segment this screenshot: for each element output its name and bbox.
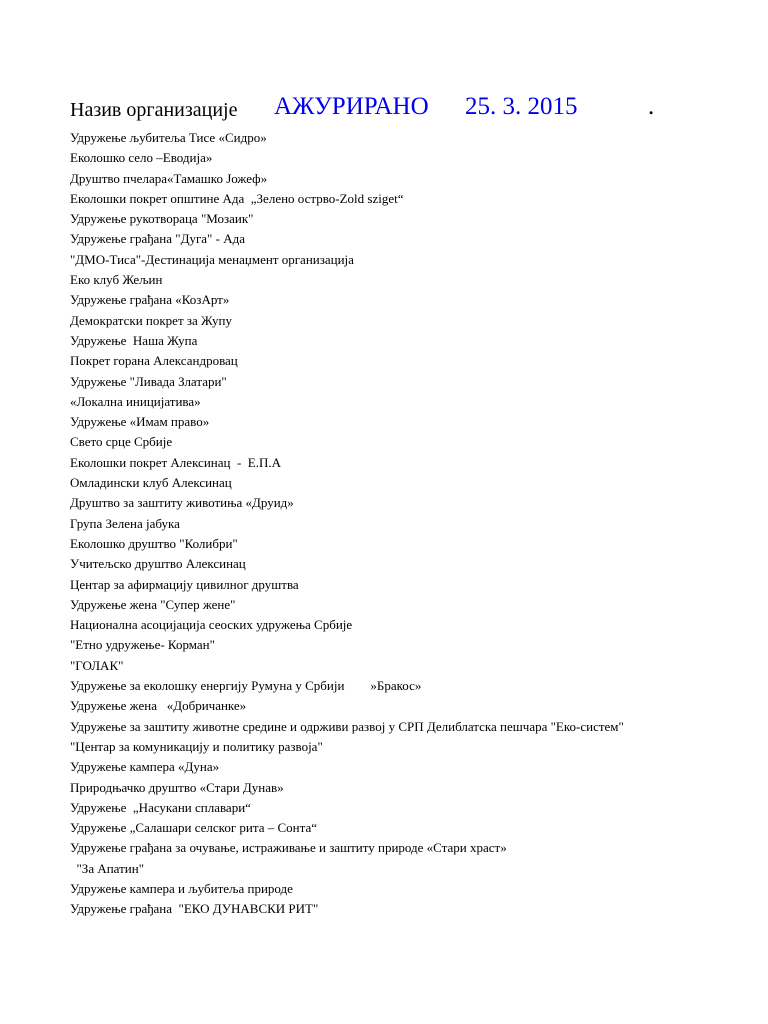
- list-item: Друштво пчелара«Тамашко Јожеф»: [70, 170, 268, 186]
- updated-date: 25. 3. 2015: [465, 93, 578, 120]
- list-item: Удружење жена «Добричанке»: [70, 698, 247, 714]
- organization-list: [70, 128, 760, 920]
- list-item: Удружење кампера «Дуна»: [70, 759, 220, 775]
- list-item: Удружење „Насукани сплавари“: [70, 799, 251, 815]
- list-item: Удружење за заштиту животне средине и одрживи развој у СРП Делиблатска пешчара "Еко-систем": [70, 718, 624, 734]
- list-item: Демократски покрет за Жупу: [70, 312, 233, 328]
- list-item: "ДМО-Тиса"-Дестинација менаџмент организација: [70, 251, 354, 267]
- list-item: Омладински клуб Алексинац: [70, 475, 232, 491]
- list-item: Учитељско друштво Алексинац: [70, 556, 246, 572]
- list-item: Еко клуб Жељин: [70, 272, 163, 288]
- list-item: Удружење „Салашари селског рита – Сонта“: [70, 820, 317, 836]
- list-item: Удружење кампера и љубитеља природе: [70, 880, 293, 896]
- list-item: Природњачко друштво «Стари Дунав»: [70, 779, 284, 795]
- updated-label: АЖУРИРАНО: [274, 93, 429, 120]
- list-item: Еколошко село –Еводија»: [70, 150, 213, 166]
- list-item: Удружење љубитеља Тисе «Сидро»: [70, 130, 267, 145]
- list-item: Центар за афирмацију цивилног друштва: [70, 576, 299, 592]
- page-header: [70, 93, 750, 127]
- list-item: Удружење грађана "ЕКО ДУНАВСКИ РИТ": [70, 901, 319, 917]
- list-item: Еколошки покрет општине Ада „Зелено острво-Zold sziget“: [70, 190, 404, 206]
- list-item: Еколошко друштво "Колибри": [70, 535, 238, 551]
- list-item: «Локална иницијатива»: [70, 393, 201, 409]
- list-item: Друштво за заштиту животиња «Друид»: [70, 495, 294, 511]
- list-item: Група Зелена јабука: [70, 515, 180, 531]
- list-item: Удружење «Имам право»: [70, 414, 210, 430]
- header-trailing-dot: .: [648, 93, 655, 120]
- list-item: Удружење "Ливада Златари": [70, 373, 227, 389]
- page-title: Назив организације: [70, 99, 238, 121]
- list-item: Свето срце Србије: [70, 434, 173, 450]
- list-item: Удружење рукотвораца "Мозаик": [70, 211, 254, 227]
- list-item: Еколошки покрет Алексинац - Е.П.А: [70, 454, 282, 470]
- list-item: Покрет горана Александровац: [70, 353, 238, 369]
- list-item: Удружење грађана за очување, истраживање и заштиту природе «Стари храст»: [70, 840, 507, 856]
- list-item: "ГОЛАК": [70, 657, 124, 673]
- list-item: Удружење Наша Жупа: [70, 332, 198, 348]
- list-item: Удружење жена "Супер жене": [70, 596, 236, 612]
- list-item: "Етно удружење- Корман": [70, 637, 215, 653]
- list-item: Удружење за еколошку енергију Румуна у Србији »Бракос»: [70, 678, 422, 694]
- list-item: Удружење грађана "Дуга" - Ада: [70, 231, 245, 247]
- list-item: Национална асоцијација сеоских удружења Србије: [70, 617, 353, 633]
- list-item: Удружење грађана «КозАрт»: [70, 292, 230, 308]
- list-item: "Центар за комуникацију и политику развоја": [70, 738, 323, 754]
- list-item: "За Апатин": [70, 860, 145, 876]
